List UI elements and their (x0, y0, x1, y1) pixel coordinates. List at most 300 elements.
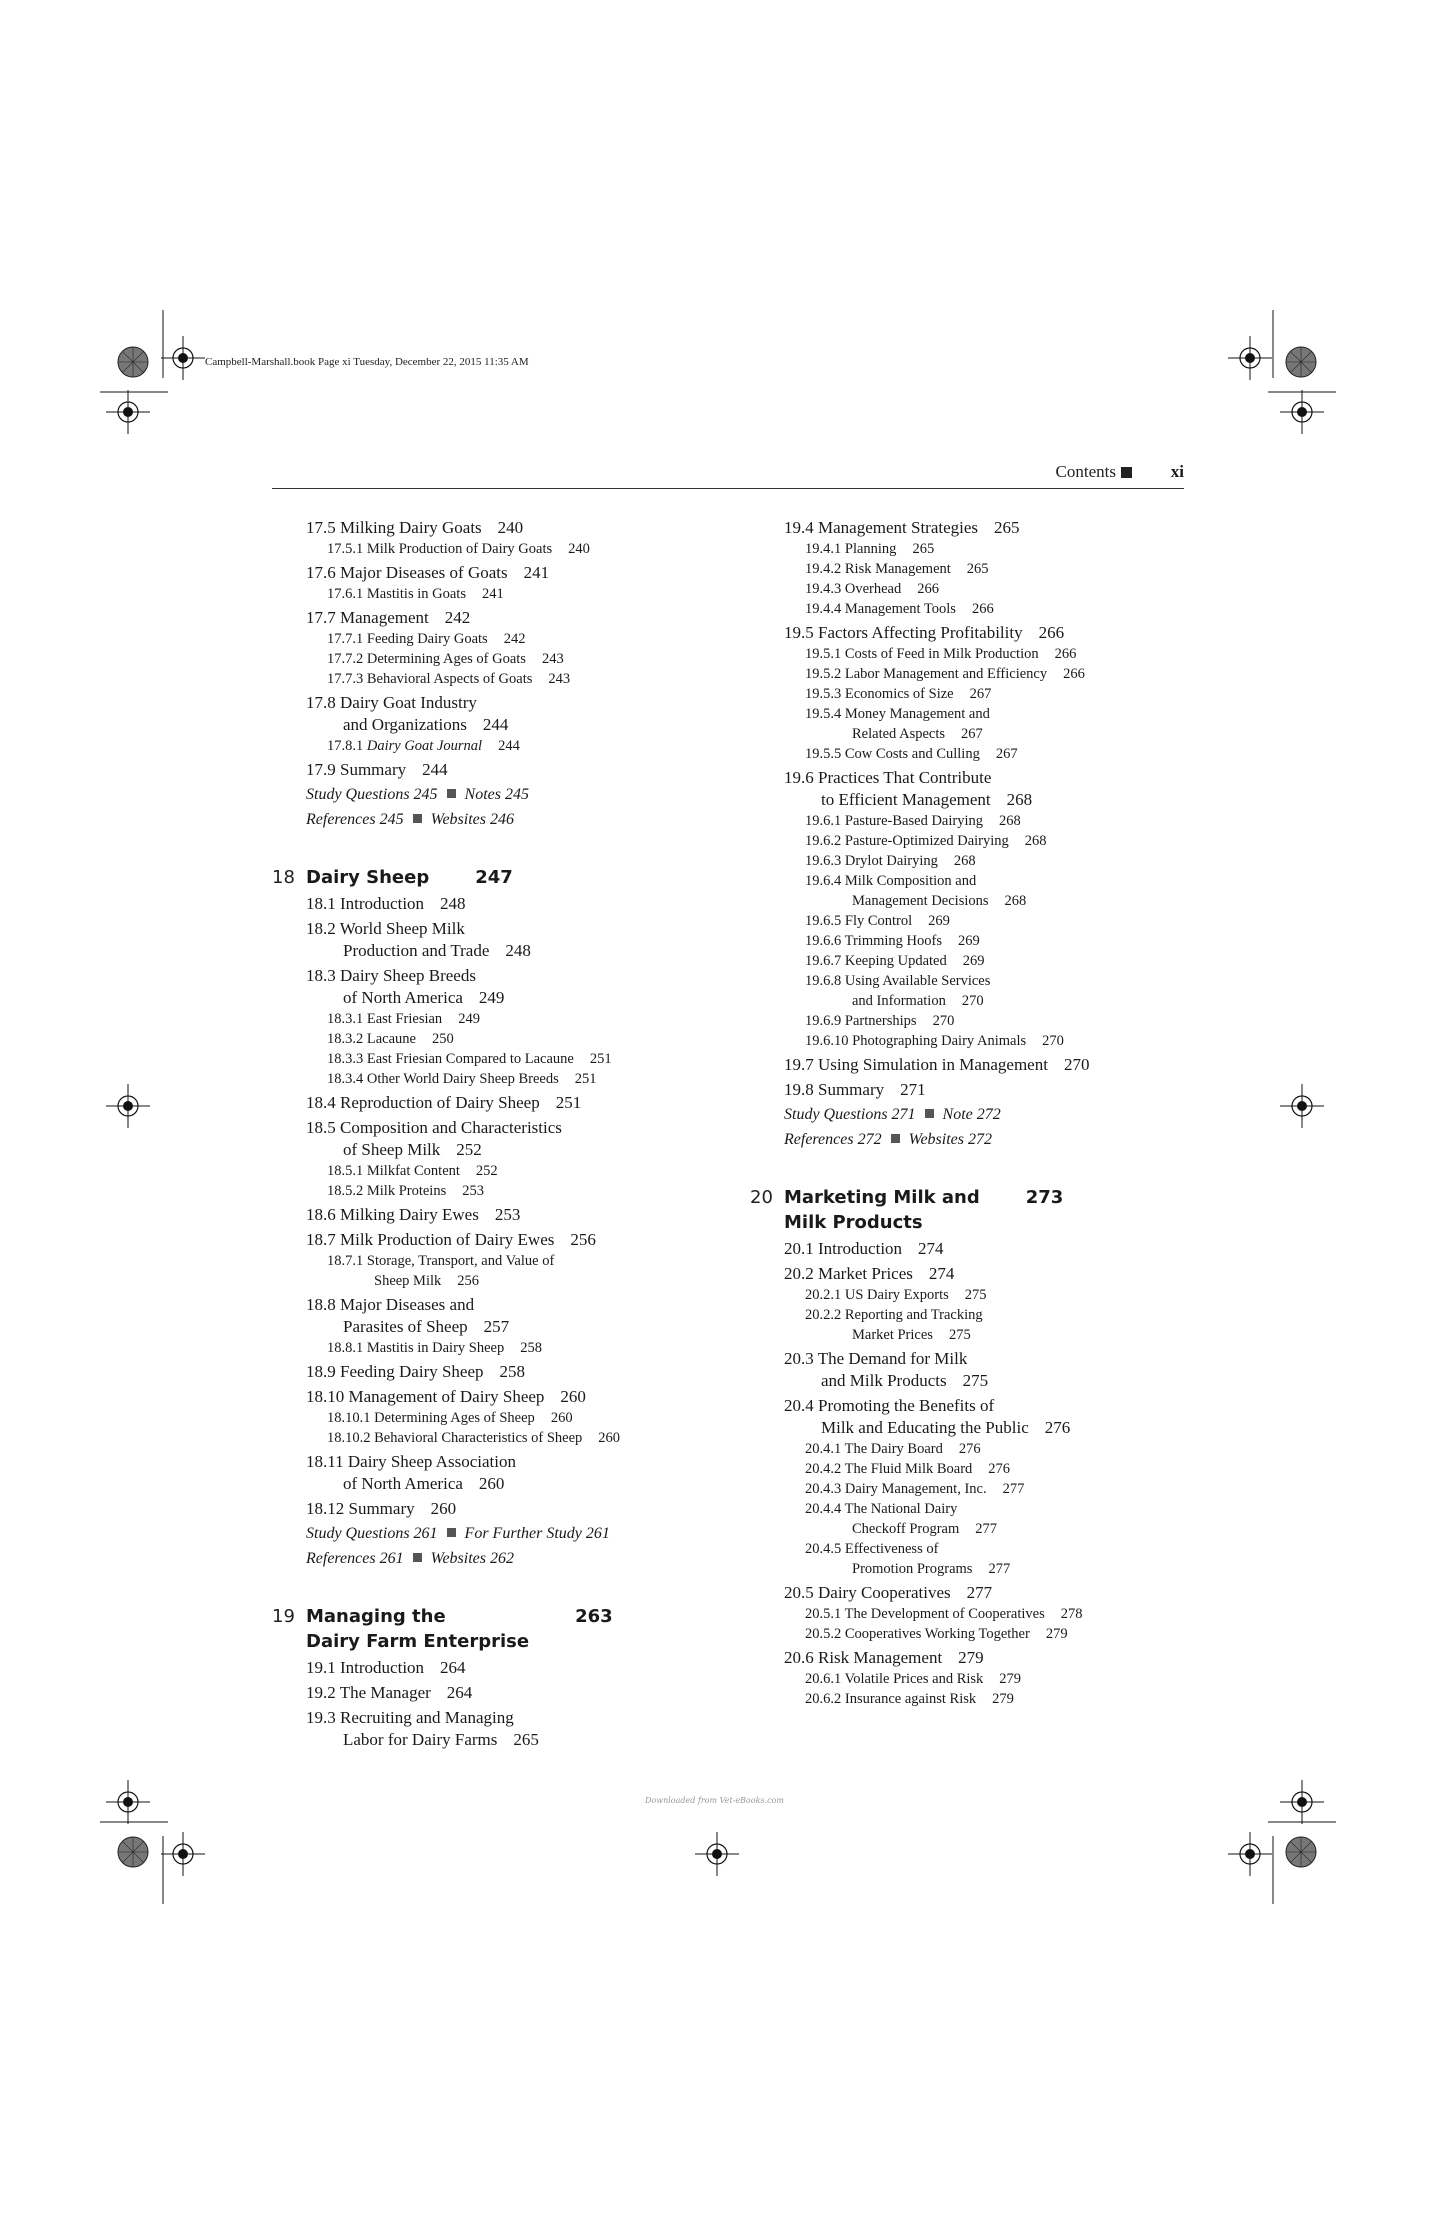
toc-page-number: 258 (499, 1362, 526, 1381)
toc-entry-text: 20.5.1 The Development of Cooperatives (805, 1606, 1045, 1622)
endmatter-item: References 245 (306, 811, 404, 828)
chapter-number: 20 (750, 1187, 773, 1208)
toc-entry-continuation-text: Production and Trade (343, 941, 490, 960)
running-head (272, 462, 1184, 488)
toc-entry-continuation (306, 987, 722, 1009)
toc-page-number: 276 (988, 1461, 1011, 1477)
toc-entry-continuation (805, 891, 1200, 911)
square-bullet-icon (447, 1528, 456, 1537)
square-bullet-icon (413, 1553, 422, 1562)
toc-section (750, 1263, 1200, 1285)
toc-page-number: 270 (961, 993, 984, 1009)
toc-subsection (272, 1029, 722, 1049)
toc-entry-text: 19.6.7 Keeping Updated (805, 953, 947, 969)
toc-entry-text: 19.6.9 Partnerships (805, 1013, 917, 1029)
toc-entry-continuation (306, 1316, 722, 1338)
toc-entry-continuation-text: of North America (343, 988, 463, 1007)
chapter-title-line: Milk Products (784, 1212, 923, 1233)
toc-page-number: 267 (995, 746, 1018, 762)
toc-page-number: 252 (456, 1140, 482, 1159)
toc-entry-continuation-text: and Organizations (343, 715, 467, 734)
toc-subsection (750, 559, 1200, 579)
toc-entry-text: 19.8 Summary (784, 1080, 885, 1099)
toc-page-number: 265 (912, 541, 935, 557)
toc-entry-text: 20.6.2 Insurance against Risk (805, 1691, 977, 1707)
toc-entry-text: 17.9 Summary (306, 760, 407, 779)
toc-page-number: 243 (548, 671, 571, 687)
toc-entry-text: 18.3.4 Other World Dairy Sheep Breeds (327, 1071, 559, 1087)
toc-page-number: 248 (440, 894, 466, 913)
toc-subsection (750, 744, 1200, 764)
toc-entry-text: 19.6.4 Milk Composition and (805, 873, 977, 889)
toc-entry-continuation-text: and Information (852, 993, 946, 1009)
toc-page-number: 268 (999, 813, 1021, 829)
toc-entry-text: 20.2 Market Prices (784, 1264, 913, 1283)
toc-entry-text: 18.5.2 Milk Proteins (327, 1183, 447, 1199)
toc-entry-text: 20.4 Promoting the Benefits of (784, 1396, 995, 1415)
toc-subsection (272, 1338, 722, 1358)
toc-entry-text: 18.11 Dairy Sheep Association (306, 1452, 516, 1471)
toc-page-number: 253 (462, 1183, 484, 1199)
toc-entry-text: 20.4.2 The Fluid Milk Board (805, 1461, 973, 1477)
chapter-title (784, 1185, 980, 1235)
toc-section (272, 1092, 722, 1114)
toc-section (272, 607, 722, 629)
chapter-heading (750, 1185, 1200, 1235)
toc-entry-continuation (784, 1370, 1200, 1392)
toc-entry-text: 18.7.1 Storage, Transport, and Value of (327, 1253, 555, 1269)
toc-subsection (750, 684, 1200, 704)
toc-section (272, 1117, 722, 1161)
toc-entry-text: 19.5.5 Cow Costs and Culling (805, 746, 980, 762)
toc-subsection (750, 704, 1200, 744)
toc-page-number: 242 (444, 608, 471, 627)
toc-page-number: 275 (964, 1287, 987, 1303)
toc-page-number: 269 (928, 913, 950, 929)
square-bullet-icon (891, 1134, 900, 1143)
toc-page-number: 258 (520, 1340, 542, 1356)
toc-page-number: 242 (503, 631, 526, 647)
toc-entry-text: 18.10.1 Determining Ages of Sheep (327, 1410, 535, 1426)
toc-entry-text: 18.3.3 East Friesian Compared to Lacaune (327, 1051, 574, 1067)
endmatter-item: References 261 (306, 1550, 404, 1567)
toc-subsection (750, 1669, 1200, 1689)
toc-entry-text: 18.12 Summary (306, 1499, 415, 1518)
toc-entry-text: 20.3 The Demand for Milk (784, 1349, 968, 1368)
printer-slug: Campbell-Marshall.book Page xi Tuesday, December 22, 2015 11:35 AM (205, 356, 529, 368)
running-head-rule (272, 488, 1184, 489)
toc-entry-text: 20.5.2 Cooperatives Working Together (805, 1626, 1030, 1642)
toc-page-number: 240 (497, 518, 524, 537)
toc-page-number: 265 (966, 561, 989, 577)
toc-section (272, 918, 722, 962)
toc-page-number: 251 (589, 1051, 612, 1067)
endmatter-item: Websites 262 (430, 1550, 514, 1567)
chapter-title (306, 1604, 529, 1654)
toc-page-number: 248 (505, 941, 531, 960)
toc-page-number: 266 (917, 581, 939, 597)
toc-section (750, 517, 1200, 539)
toc-subsection (272, 1049, 722, 1069)
toc-entry-text: 18.10 Management of Dairy Sheep (306, 1387, 545, 1406)
toc-section (272, 1204, 722, 1226)
toc-subsection (272, 1069, 722, 1089)
toc-entry-continuation (784, 789, 1200, 811)
toc-subsection (750, 1479, 1200, 1499)
toc-entry-continuation-text: Labor for Dairy Farms (343, 1730, 498, 1749)
toc-entry-continuation (784, 1417, 1200, 1439)
toc-page-number: 275 (948, 1327, 971, 1343)
toc-page-number: 244 (422, 760, 448, 779)
toc-section (750, 1238, 1200, 1260)
chapter-title (306, 865, 429, 890)
toc-section (750, 767, 1200, 811)
toc-entry-text: 19.7 Using Simulation in Management (784, 1055, 1048, 1074)
toc-subsection (272, 649, 722, 669)
endmatter-item: Websites 272 (908, 1131, 992, 1148)
endmatter-item: Note 272 (942, 1106, 1001, 1123)
toc-page-number: 260 (478, 1474, 505, 1493)
toc-entry-continuation (805, 991, 1200, 1011)
toc-subsection (750, 931, 1200, 951)
toc-section (272, 1498, 722, 1520)
toc-page-number: 265 (513, 1730, 539, 1749)
toc-entry-continuation (306, 714, 722, 736)
toc-section (272, 965, 722, 1009)
toc-subsection (750, 664, 1200, 684)
toc-subsection (272, 584, 722, 604)
chapter-endmatter-line (272, 784, 722, 806)
toc-subsection (750, 539, 1200, 559)
toc-entry-text: 19.4.3 Overhead (805, 581, 902, 597)
toc-entry-text: 19.6 Practices That Contribute (784, 768, 992, 787)
toc-entry-continuation-text: Market Prices (852, 1327, 933, 1343)
toc-subsection (750, 599, 1200, 619)
toc-subsection (750, 831, 1200, 851)
chapter-title-line: Managing the (306, 1606, 446, 1627)
toc-entry-continuation (327, 1271, 722, 1291)
toc-page-number: 274 (918, 1239, 944, 1258)
toc-subsection (750, 911, 1200, 931)
toc-entry-text: 17.7 Management (306, 608, 429, 627)
endmatter-item: Notes 245 (464, 786, 529, 803)
endmatter-item: Websites 246 (430, 811, 514, 828)
toc-page-number: 270 (932, 1013, 955, 1029)
toc-page-number: 256 (457, 1273, 480, 1289)
toc-page-number: 264 (446, 1683, 473, 1702)
chapter-endmatter-line (272, 1523, 722, 1545)
toc-entry-text: 18.5.1 Milkfat Content (327, 1163, 460, 1179)
toc-subsection (750, 1011, 1200, 1031)
toc-page-number: 271 (900, 1080, 926, 1099)
toc-page-number: 278 (1060, 1606, 1083, 1622)
toc-page-number: 244 (482, 715, 509, 734)
toc-entry-text: 19.4.2 Risk Management (805, 561, 951, 577)
toc-page-number: 270 (1042, 1033, 1064, 1049)
square-bullet-icon (925, 1109, 934, 1118)
toc-entry-continuation-text: and Milk Products (821, 1371, 947, 1390)
toc-page-number: 251 (555, 1093, 582, 1112)
endmatter-item: Study Questions 261 (306, 1525, 438, 1542)
toc-page-number: 243 (541, 651, 564, 667)
toc-entry-continuation (805, 724, 1200, 744)
toc-section (272, 562, 722, 584)
toc-subsection (750, 971, 1200, 1011)
toc-section (272, 1707, 722, 1751)
toc-entry-continuation (306, 1729, 722, 1751)
toc-entry-continuation (306, 1139, 722, 1161)
toc-section (750, 622, 1200, 644)
toc-subsection (750, 1459, 1200, 1479)
toc-entry-continuation (805, 1559, 1200, 1579)
toc-entry-text: 17.6 Major Diseases of Goats (306, 563, 508, 582)
chapter-title-line: Dairy Farm Enterprise (306, 1631, 530, 1652)
toc-entry-continuation-text: Sheep Milk (374, 1273, 442, 1289)
toc-entry-text: 17.7.2 Determining Ages of Goats (327, 651, 526, 667)
toc-entry-text: 19.5.1 Costs of Feed in Milk Production (805, 646, 1039, 662)
toc-entry-text: 19.5.4 Money Management and (805, 706, 990, 722)
toc-right-column (750, 514, 1200, 1709)
toc-subsection (272, 1161, 722, 1181)
toc-entry-text: 18.1 Introduction (306, 894, 425, 913)
toc-entry-text: 20.4.5 Effectiveness of (805, 1541, 939, 1557)
toc-page-number: 270 (1063, 1055, 1090, 1074)
toc-entry-text: 19.1 Introduction (306, 1658, 425, 1677)
toc-entry-text: 20.2.1 US Dairy Exports (805, 1287, 949, 1303)
toc-entry-text: 20.4.1 The Dairy Board (805, 1441, 943, 1457)
square-bullet-icon (413, 814, 422, 823)
toc-page-number: 266 (971, 601, 994, 617)
toc-page-number: 279 (992, 1691, 1014, 1707)
toc-entry-text: 17.7.1 Feeding Dairy Goats (327, 631, 488, 647)
toc-page-number: 268 (1004, 893, 1027, 909)
toc-page-number: 256 (570, 1230, 596, 1249)
toc-subsection (750, 951, 1200, 971)
toc-page-number: 276 (958, 1441, 981, 1457)
toc-entry-text: 19.6.5 Fly Control (805, 913, 913, 929)
toc-subsection (750, 1285, 1200, 1305)
toc-page-number: 244 (498, 738, 520, 754)
toc-page-number: 250 (431, 1031, 454, 1047)
toc-page-number: 264 (440, 1658, 466, 1677)
toc-page-number: 241 (523, 563, 550, 582)
toc-page-number: 260 (560, 1387, 586, 1406)
toc-page-number: 279 (999, 1671, 1022, 1687)
toc-page-number: 249 (478, 988, 505, 1007)
toc-entry-continuation-text: of North America (343, 1474, 463, 1493)
toc-page-number: 275 (962, 1371, 989, 1390)
toc-page-number: 276 (1044, 1418, 1071, 1437)
toc-page-number: 269 (962, 953, 985, 969)
toc-section (272, 759, 722, 781)
toc-entry-text: 19.5 Factors Affecting Profitability (784, 623, 1023, 642)
toc-subsection (272, 669, 722, 689)
toc-entry-text: 17.8.1 (327, 738, 364, 754)
toc-page-number: 267 (961, 726, 983, 742)
toc-entry-text: 20.4.4 The National Dairy (805, 1501, 958, 1517)
toc-entry-continuation-text: Promotion Programs (852, 1561, 973, 1577)
toc-page-number: 265 (994, 518, 1020, 537)
toc-subsection (750, 1031, 1200, 1051)
toc-entry-text: 19.6.1 Pasture-Based Dairying (805, 813, 983, 829)
chapter-heading (272, 865, 722, 890)
toc-entry-continuation (306, 940, 722, 962)
toc-subsection (750, 1439, 1200, 1459)
toc-page-number: 251 (574, 1071, 597, 1087)
toc-entry-text: 17.7.3 Behavioral Aspects of Goats (327, 671, 533, 687)
toc-subsection (750, 1305, 1200, 1345)
toc-page-number: 279 (1045, 1626, 1068, 1642)
toc-left-column (272, 514, 722, 1751)
toc-entry-text: 18.7 Milk Production of Dairy Ewes (306, 1230, 555, 1249)
toc-entry-text: 17.5 Milking Dairy Goats (306, 518, 482, 537)
toc-page-number: 253 (494, 1205, 521, 1224)
square-bullet-icon (447, 789, 456, 798)
chapter-endmatter-line (750, 1129, 1200, 1151)
toc-page-number: 266 (1038, 623, 1065, 642)
page-number: xi (1170, 462, 1184, 481)
toc-subsection (272, 1408, 722, 1428)
toc-entry-text: 19.4.4 Management Tools (805, 601, 956, 617)
toc-subsection (272, 1009, 722, 1029)
toc-entry-text: 18.2 World Sheep Milk (306, 919, 465, 938)
toc-subsection (750, 1689, 1200, 1709)
toc-entry-continuation-text: to Efficient Management (821, 790, 991, 809)
toc-section (750, 1395, 1200, 1439)
toc-section (272, 1451, 722, 1495)
chapter-title-block (272, 865, 513, 890)
toc-page-number: 268 (1024, 833, 1047, 849)
toc-subsection (272, 1181, 722, 1201)
toc-entry-text: 19.6.6 Trimming Hoofs (805, 933, 942, 949)
toc-entry-text: 18.9 Feeding Dairy Sheep (306, 1362, 484, 1381)
toc-page-number: 252 (475, 1163, 498, 1179)
toc-page-number: 268 (953, 853, 976, 869)
running-head-label: Contents (1055, 462, 1116, 481)
toc-subsection (272, 736, 722, 756)
toc-page-number: 240 (568, 541, 590, 557)
toc-page-number: 277 (988, 1561, 1011, 1577)
toc-section (272, 1294, 722, 1338)
toc-page-number: 277 (975, 1521, 997, 1537)
toc-page-number: 241 (481, 586, 504, 602)
toc-subsection (750, 1499, 1200, 1539)
toc-section (750, 1582, 1200, 1604)
toc-entry-text: 19.6.8 Using Available Services (805, 973, 991, 989)
toc-entry-text: 18.5 Composition and Characteristics (306, 1118, 562, 1137)
chapter-title-line: Dairy Sheep (306, 867, 430, 888)
toc-subsection (750, 1604, 1200, 1624)
toc-entry-text: 19.3 Recruiting and Managing (306, 1708, 514, 1727)
toc-page-number: 260 (550, 1410, 573, 1426)
toc-section (272, 1229, 722, 1251)
toc-subsection (750, 644, 1200, 664)
toc-section (750, 1054, 1200, 1076)
toc-subsection (750, 579, 1200, 599)
toc-entry-text: 17.6.1 Mastitis in Goats (327, 586, 466, 602)
chapter-page-number: 273 (1025, 1187, 1064, 1208)
toc-subsection (750, 1624, 1200, 1644)
endmatter-item: References 272 (784, 1131, 882, 1148)
toc-entry-text: 19.4 Management Strategies (784, 518, 979, 537)
chapter-title-block (750, 1185, 1063, 1235)
chapter-title-block (272, 1604, 613, 1654)
toc-entry-continuation-text: Related Aspects (852, 726, 946, 742)
toc-entry-text: 18.6 Milking Dairy Ewes (306, 1205, 479, 1224)
toc-page-number: 260 (430, 1499, 457, 1518)
toc-entry-text: 18.4 Reproduction of Dairy Sheep (306, 1093, 540, 1112)
toc-entry-continuation (306, 1473, 722, 1495)
toc-section (750, 1348, 1200, 1392)
toc-page-number: 268 (1006, 790, 1033, 809)
toc-subsection (272, 1251, 722, 1291)
chapter-endmatter-line (272, 1548, 722, 1570)
toc-subsection (272, 1428, 722, 1448)
toc-entry-text: 19.6.2 Pasture-Optimized Dairying (805, 833, 1009, 849)
toc-section (272, 692, 722, 736)
toc-subsection (272, 629, 722, 649)
toc-entry-text: 19.6.10 Photographing Dairy Animals (805, 1033, 1027, 1049)
chapter-title-line: Marketing Milk and (784, 1187, 980, 1208)
toc-section (272, 1386, 722, 1408)
chapter-endmatter-line (272, 809, 722, 831)
toc-entry-continuation (805, 1325, 1200, 1345)
toc-entry-text: 18.3 Dairy Sheep Breeds (306, 966, 476, 985)
toc-section (272, 1361, 722, 1383)
toc-entry-text: 19.4.1 Planning (805, 541, 897, 557)
toc-page-number: 266 (1054, 646, 1077, 662)
toc-entry-text: 18.10.2 Behavioral Characteristics of Sheep (327, 1430, 583, 1446)
toc-page-number: 277 (966, 1583, 993, 1602)
toc-page-number: 279 (958, 1648, 984, 1667)
chapter-page-number: 263 (575, 1606, 613, 1627)
download-watermark: Downloaded from Vet-eBooks.com (645, 1796, 784, 1805)
toc-entry-continuation-text: Parasites of Sheep (343, 1317, 468, 1336)
toc-entry-text: 17.8 Dairy Goat Industry (306, 693, 477, 712)
chapter-heading (272, 1604, 722, 1654)
toc-entry-text: 20.1 Introduction (784, 1239, 903, 1258)
chapter-number: 18 (272, 867, 295, 888)
toc-entry-continuation (805, 1519, 1200, 1539)
toc-section (750, 1079, 1200, 1101)
toc-entry-text: 18.8.1 Mastitis in Dairy Sheep (327, 1340, 505, 1356)
toc-page-number: 267 (969, 686, 992, 702)
toc-entry-continuation-text: Management Decisions (852, 893, 989, 909)
chapter-endmatter-line (750, 1104, 1200, 1126)
toc-entry-text: 20.5 Dairy Cooperatives (784, 1583, 951, 1602)
toc-section (272, 1682, 722, 1704)
square-bullet-icon (1121, 467, 1132, 478)
toc-section (750, 1647, 1200, 1669)
toc-section (272, 1657, 722, 1679)
toc-entry-italic: Dairy Goat Journal (366, 738, 483, 754)
toc-entry-text: 20.4.3 Dairy Management, Inc. (805, 1481, 987, 1497)
chapter-number: 19 (272, 1606, 295, 1627)
toc-entry-text: 20.2.2 Reporting and Tracking (805, 1307, 983, 1323)
toc-entry-text: 19.2 The Manager (306, 1683, 431, 1702)
toc-subsection (750, 871, 1200, 911)
toc-entry-text: 20.6.1 Volatile Prices and Risk (805, 1671, 984, 1687)
toc-entry-continuation-text: of Sheep Milk (343, 1140, 441, 1159)
toc-section (272, 517, 722, 539)
toc-page-number: 257 (483, 1317, 510, 1336)
toc-page-number: 269 (957, 933, 980, 949)
toc-entry-text: 17.5.1 Milk Production of Dairy Goats (327, 541, 553, 557)
toc-entry-text: 20.6 Risk Management (784, 1648, 943, 1667)
chapter-page-number: 247 (475, 867, 513, 888)
toc-page-number: 266 (1063, 666, 1085, 682)
toc-section (272, 893, 722, 915)
